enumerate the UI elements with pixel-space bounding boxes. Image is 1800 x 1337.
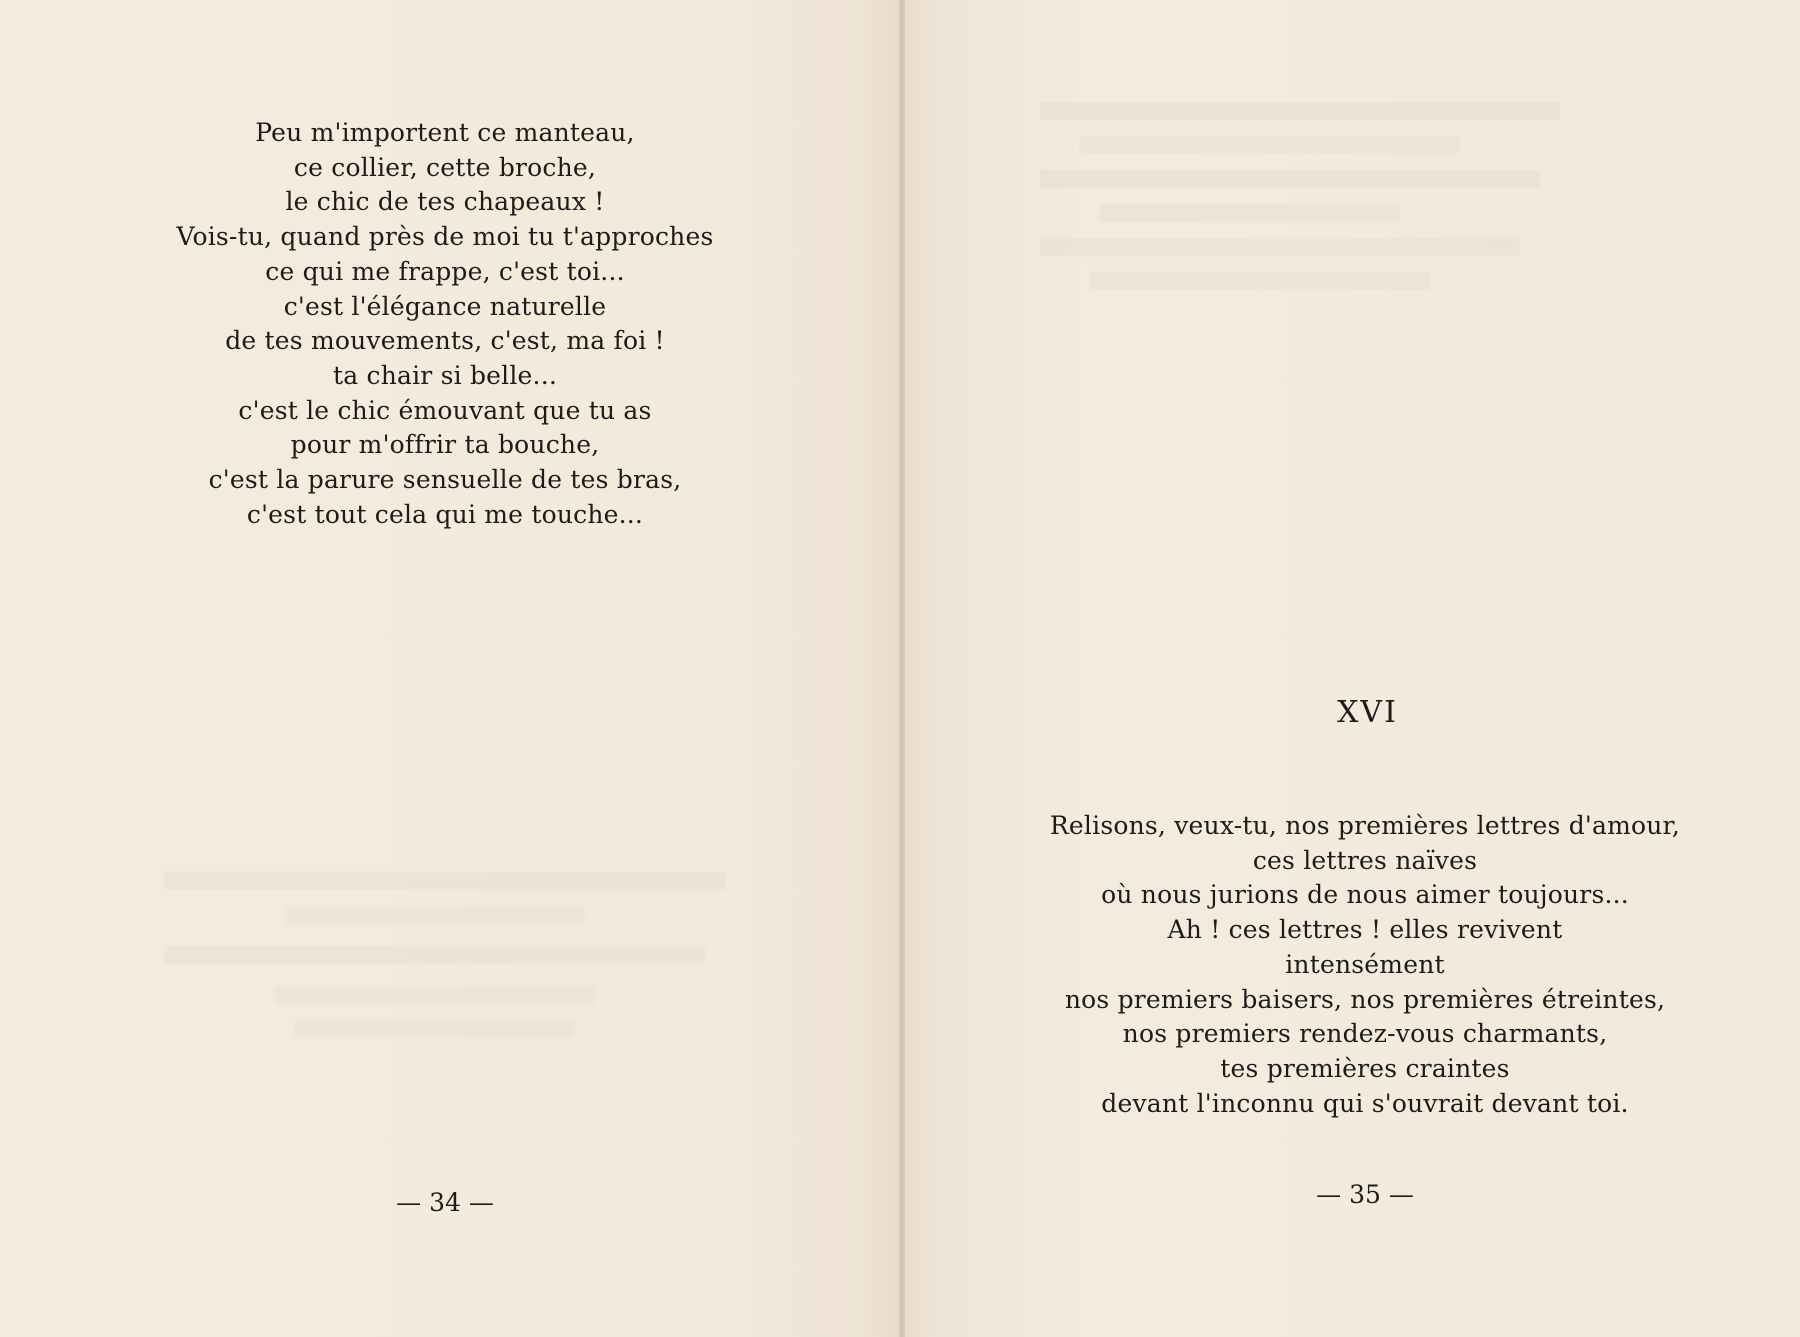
verse-line: Peu m'importent ce manteau, xyxy=(255,118,635,147)
verse-line: ce qui me frappe, c'est toi... xyxy=(265,256,625,286)
verse-line: Ah ! ces lettres ! elles revivent xyxy=(1167,915,1563,945)
verse-line: devant l'inconnu qui s'ouvrait devant toi. xyxy=(1101,1088,1629,1118)
poem-stanza-left xyxy=(150,116,740,532)
verse-line: c'est l'élégance naturelle xyxy=(283,291,607,321)
verse-line: où nous jurions de nous aimer toujours... xyxy=(1101,880,1629,910)
verse-line: nos premiers rendez-vous charmants, xyxy=(1122,1019,1608,1049)
verse-line: pour m'offrir ta bouche, xyxy=(290,430,600,460)
show-through-texture xyxy=(1040,90,1560,306)
verse-line: intensément xyxy=(1285,949,1445,979)
verse-line: ce collier, cette broche, xyxy=(293,152,597,182)
verse-line: tes premières craintes xyxy=(1220,1053,1510,1083)
verse-line: ta chair si belle... xyxy=(333,360,557,390)
page-number-left: — 34 — xyxy=(396,1188,494,1217)
verse-line: Vois-tu, quand près de moi tu t'approches xyxy=(176,222,714,252)
verse-line: le chic de tes chapeaux ! xyxy=(285,187,605,217)
verse-line: c'est tout cela qui me touche... xyxy=(246,499,644,529)
verse-line: c'est la parure sensuelle de tes bras, xyxy=(208,465,682,495)
book-gutter xyxy=(899,0,905,1337)
verse-line: c'est le chic émouvant que tu as xyxy=(238,395,652,425)
poem-section-title: XVI xyxy=(1337,695,1398,730)
poem-stanza-right xyxy=(1030,809,1700,1121)
verse-line: ces lettres naïves xyxy=(1252,845,1478,875)
show-through-texture xyxy=(165,860,725,1054)
page-number-right: — 35 — xyxy=(1316,1180,1414,1209)
verse-line: Relisons, veux-tu, nos premières lettres d'amour, xyxy=(1049,811,1681,840)
verse-line: nos premiers baisers, nos premières étreintes, xyxy=(1064,984,1666,1014)
verse-line: de tes mouvements, c'est, ma foi ! xyxy=(225,326,665,356)
